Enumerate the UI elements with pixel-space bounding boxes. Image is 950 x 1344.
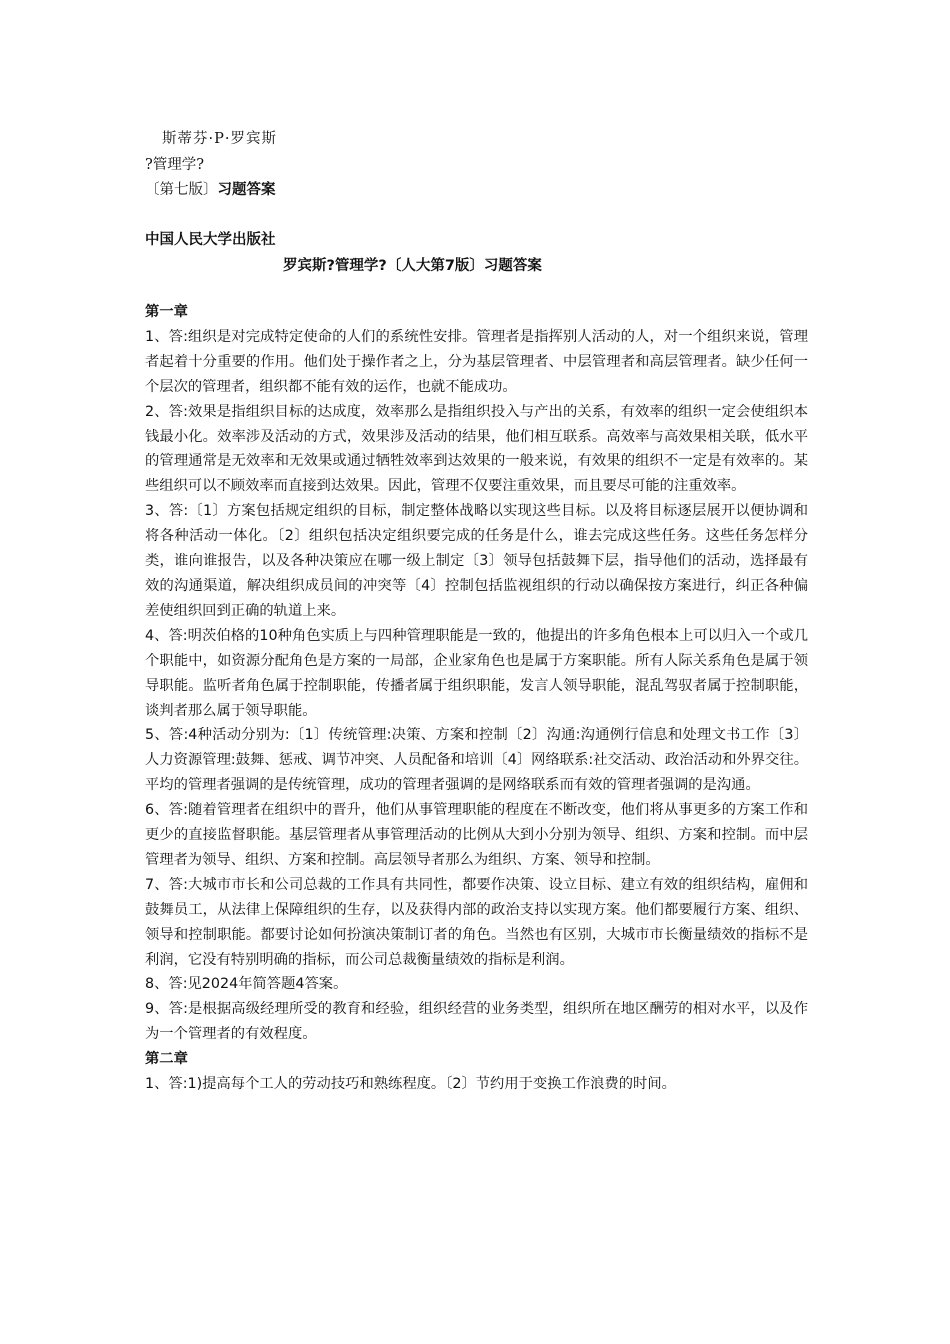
document-title: 罗宾斯?管理学?〔人大第7版〕习题答案 [283,258,542,274]
header-edition-suffix: 习题答案 [217,182,276,198]
chapter-heading: 第二章 [145,1051,188,1068]
answer-paragraph: 8、答:见2024年简答题4答案。 [145,976,348,993]
header-book-title: ?管理学? [145,157,205,173]
answer-paragraph: 6、答:随着管理者在组织中的晋升，他们从事管理职能的程度在不断改变，他们将从事更多的方案工作和更少的直接监督职能。基层管理者从事管理活动的比例从大到小分别为领导、组织、方案和控制。而中层管理者为领导、组织、方案和控制。高层领导者那么为组织、方案、领导和控制。 [145,802,808,868]
answer-paragraph: 1、答:组织是对完成特定使命的人们的系统性安排。管理者是指挥别人活动的人，对一个组织来说，管理者起着十分重要的作用。他们处于操作者之上，分为基层管理者、中层管理者和高层管理者。缺少任何一个层次的管理者，组织都不能有效的运作，也就不能成功。 [145,328,808,395]
document-body [145,300,808,1097]
chapter-heading: 第一章 [145,304,188,320]
answer-paragraph: 5、答:4种活动分别为:〔1〕传统管理:决策、方案和控制〔2〕沟通:沟通例行信息和处理文书工作〔3〕人力资源管理:鼓舞、惩戒、调节冲突、人员配备和培训〔4〕网络联系:社交活动、政治活动和外界交往。平均的管理者强调的是传统管理，成功的管理者强调的是网络联系而有效的管理者强调的是沟通。 [145,727,808,794]
header-author: 斯蒂芬·P·罗宾斯 [162,131,277,147]
answer-paragraph: 7、答:大城市市长和公司总裁的工作具有共同性，都要作决策、设立目标、建立有效的组织结构，雇佣和鼓舞员工，从法律上保障组织的生存，以及获得内部的政治支持以实现方案。他们都要履行方案、组织、领导和控制职能。都要讨论如何扮演决策制订者的角色。当然也有区别，大城市市长衡量绩效的指标不是利润，它没有特别明确的指标，而公司总裁衡量绩效的指标是利润。 [145,876,808,968]
answer-paragraph: 1、答:1)提高每个工人的劳动技巧和熟练程度。〔2〕节约用于变换工作浪费的时间。 [145,1076,676,1093]
answer-paragraph: 3、答:〔1〕方案包括规定组织的目标，制定整体战略以实现这些目标。以及将目标逐层展开以便协调和将各种活动一体化。〔2〕组织包括决定组织要完成的任务是什么，谁去完成这些任务。这些任务怎样分类，谁向谁报告，以及各种决策应在哪一级上制定〔3〕领导包括鼓舞下层，指导他们的活动，选择最有效的沟通渠道，解决组织成员间的冲突等〔4〕控制包括监视组织的行动以确保按方案进行，纠正各种偏差使组织回到正确的轨道上来。 [145,503,808,619]
header-edition-prefix: 〔第七版〕 [145,182,218,198]
publisher: 中国人民大学出版社 [145,232,276,248]
answer-paragraph: 9、答:是根据高级经理所受的教育和经验，组织经营的业务类型，组织所在地区酬劳的相对水平，以及作为一个管理者的有效程度。 [145,1001,808,1043]
header-edition [145,179,276,201]
answer-paragraph: 4、答:明茨伯格的10种角色实质上与四种管理职能是一致的，他提出的许多角色根本上可以归入一个或几个职能中，如资源分配角色是方案的一局部，企业家角色也是属于方案职能。所有人际关系角色是属于领导职能。监听者角色属于控制职能，传播者属于组织职能，发言人领导职能，混乱驾驭者属于控制职能，谈判者那么属于领导职能。 [145,627,808,719]
answer-paragraph: 2、答:效果是指组织目标的达成度，效率那么是指组织投入与产出的关系，有效率的组织一定会使组织本钱最小化。效率涉及活动的方式，效果涉及活动的结果，他们相互联系。高效率与高效果相关联，低水平的管理通常是无效率和无效果或通过牺牲效率到达效果的一般来说，有效果的组织不一定是有效率的。某些组织可以不顾效率而直接到达效果。因此，管理不仅要注重效果，而且要尽可能的注重效率。 [145,403,808,495]
